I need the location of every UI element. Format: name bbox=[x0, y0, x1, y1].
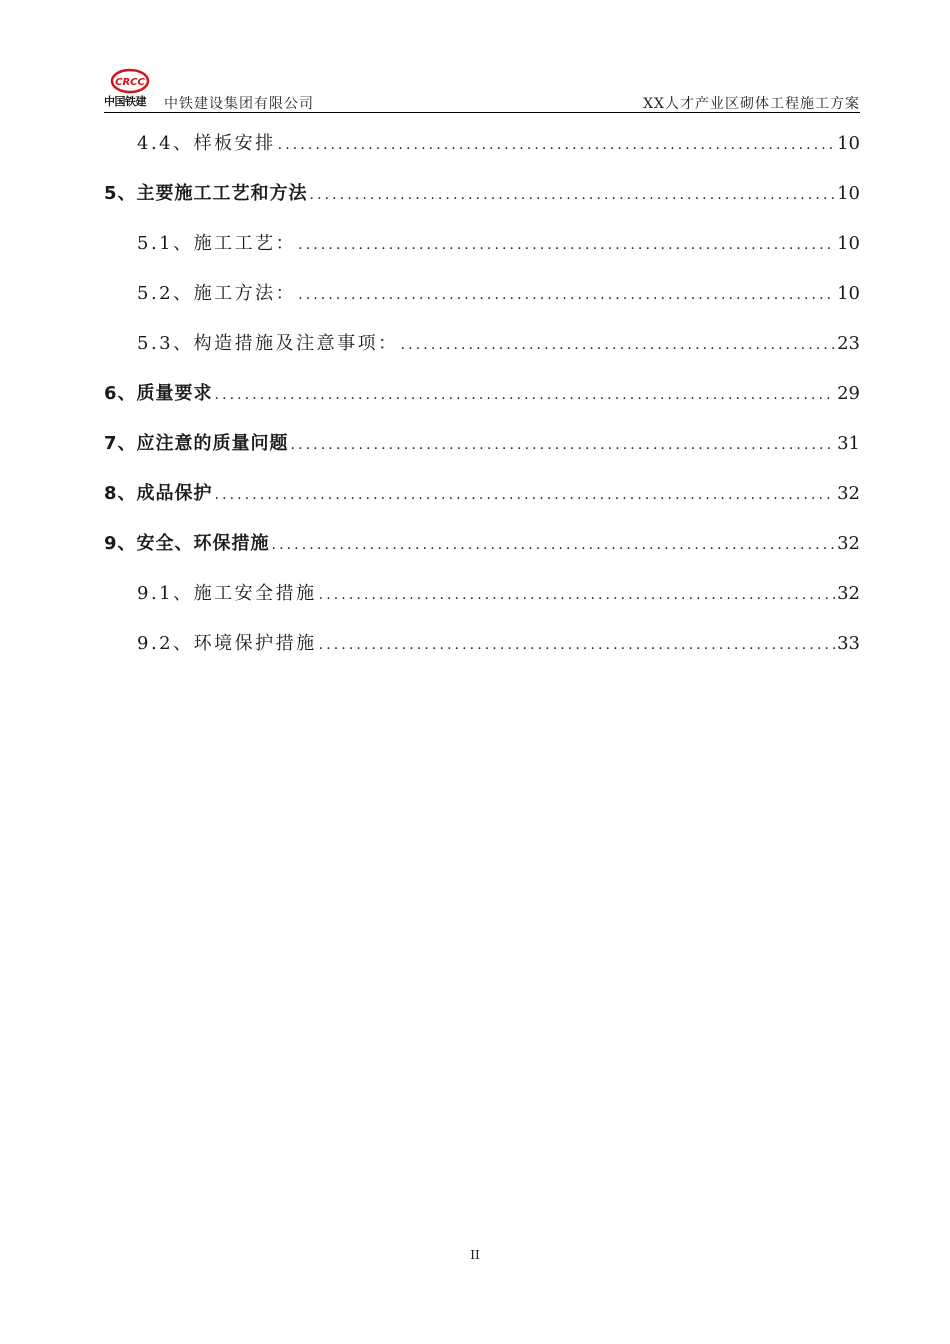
toc-entry-label: 5.2、施工方法： bbox=[137, 283, 297, 304]
crcc-logo bbox=[104, 66, 156, 110]
toc-leader-dots bbox=[291, 431, 836, 459]
toc-leader-dots bbox=[215, 381, 836, 409]
toc-entry[interactable] bbox=[104, 130, 860, 180]
toc-entry-page: 23 bbox=[837, 333, 860, 354]
toc-entry-page: 29 bbox=[837, 383, 860, 404]
company-name: 中铁建设集团有限公司 bbox=[164, 96, 314, 112]
toc-leader-dots bbox=[319, 631, 835, 659]
toc-entry[interactable] bbox=[104, 280, 860, 330]
table-of-contents bbox=[104, 130, 860, 680]
toc-entry-page: 33 bbox=[837, 633, 860, 654]
toc-entry-page: 32 bbox=[837, 533, 860, 554]
toc-entry-label: 9.2、环境保护措施 bbox=[137, 633, 317, 654]
page-header bbox=[104, 66, 860, 114]
toc-entry[interactable] bbox=[104, 530, 860, 580]
toc-entry-label: 5.1、施工工艺： bbox=[137, 233, 297, 254]
header-divider bbox=[104, 112, 860, 113]
toc-entry-page: 10 bbox=[837, 133, 860, 154]
toc-entry[interactable] bbox=[104, 630, 860, 680]
toc-entry[interactable] bbox=[104, 430, 860, 480]
toc-entry-page: 10 bbox=[837, 233, 860, 254]
toc-entry-label: 5、主要施工工艺和方法 bbox=[104, 183, 308, 204]
toc-entry-label: 4.4、样板安排 bbox=[137, 133, 276, 154]
toc-entry-page: 31 bbox=[837, 433, 860, 454]
toc-entry-label: 7、应注意的质量问题 bbox=[104, 433, 289, 454]
toc-leader-dots bbox=[298, 231, 835, 259]
toc-leader-dots bbox=[272, 531, 836, 559]
toc-entry-label: 8、成品保护 bbox=[104, 483, 213, 504]
toc-entry[interactable] bbox=[104, 480, 860, 530]
toc-entry-page: 32 bbox=[837, 483, 860, 504]
toc-entry-page: 10 bbox=[837, 183, 860, 204]
crcc-logo-icon bbox=[110, 68, 150, 94]
toc-entry[interactable] bbox=[104, 180, 860, 230]
toc-entry[interactable] bbox=[104, 230, 860, 280]
toc-entry[interactable] bbox=[104, 330, 860, 380]
toc-entry-label: 5.3、构造措施及注意事项： bbox=[137, 333, 399, 354]
toc-leader-dots bbox=[298, 281, 835, 309]
toc-entry-page: 10 bbox=[837, 283, 860, 304]
document-title: XX人才产业区砌体工程施工方案 bbox=[643, 96, 860, 112]
toc-leader-dots bbox=[215, 481, 836, 509]
toc-entry[interactable] bbox=[104, 380, 860, 430]
page-number: II bbox=[470, 1248, 480, 1262]
toc-entry-label: 9、安全、环保措施 bbox=[104, 533, 270, 554]
toc-leader-dots bbox=[319, 581, 835, 609]
toc-entry-label: 9.1、施工安全措施 bbox=[137, 583, 317, 604]
toc-entry[interactable] bbox=[104, 580, 860, 630]
crcc-logo-mark: CRCC bbox=[115, 77, 145, 88]
toc-leader-dots bbox=[401, 331, 835, 359]
toc-leader-dots bbox=[278, 131, 835, 159]
logo-text: 中国铁建 bbox=[104, 95, 146, 108]
toc-leader-dots bbox=[310, 181, 836, 209]
toc-entry-label: 6、质量要求 bbox=[104, 383, 213, 404]
toc-entry-page: 32 bbox=[837, 583, 860, 604]
